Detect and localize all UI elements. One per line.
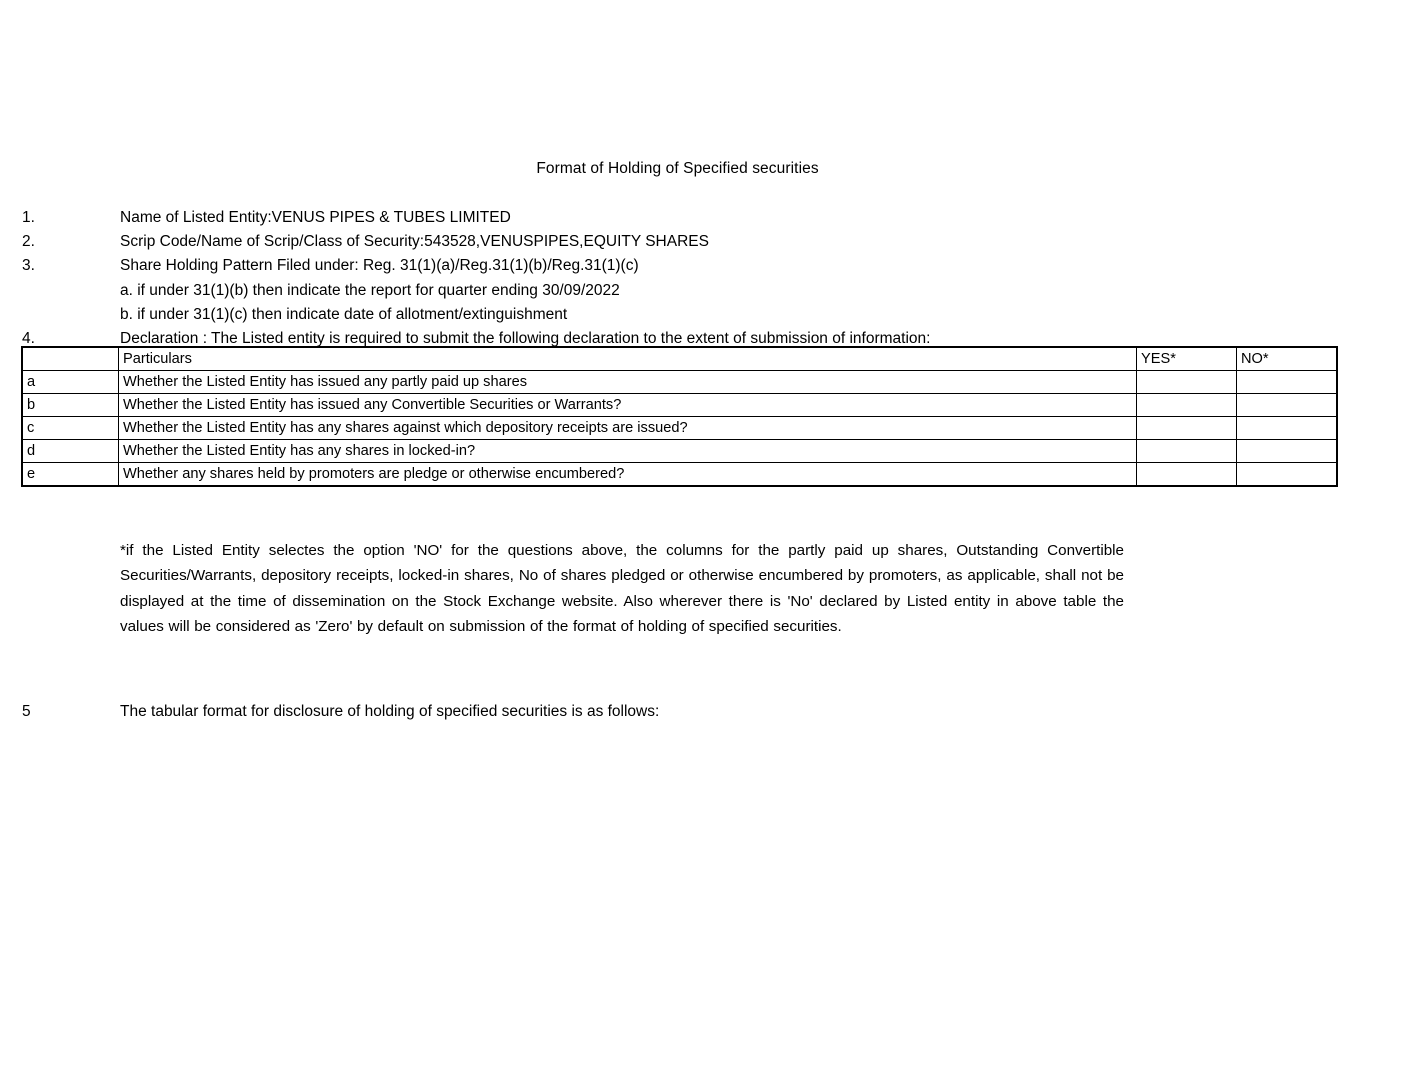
list-item-number: 3. — [22, 257, 35, 275]
list-item — [22, 206, 1342, 230]
list-item-number: 1. — [22, 209, 35, 226]
column-header-particulars: Particulars — [119, 348, 1137, 371]
row-no-cell[interactable] — [1237, 417, 1337, 440]
declaration-list — [22, 206, 1342, 351]
row-yes-cell[interactable] — [1137, 440, 1237, 463]
table-row — [23, 394, 1337, 417]
row-particulars: Whether any shares held by promoters are pledge or otherwise encumbered? — [119, 463, 1137, 486]
column-header-no: NO* — [1237, 348, 1337, 371]
row-key: e — [23, 463, 119, 486]
row-key: d — [23, 440, 119, 463]
row-no-cell[interactable] — [1237, 394, 1337, 417]
list-item-number: 4. — [22, 329, 35, 347]
table-header-row — [23, 348, 1337, 371]
table-row — [23, 463, 1337, 486]
list-item — [22, 700, 1342, 724]
table-row — [23, 371, 1337, 394]
column-header-yes: YES* — [1137, 348, 1237, 371]
list-item-text: Share Holding Pattern Filed under: Reg. 31(1)(a)/Reg.31(1)(b)/Reg.31(1)(c) — [120, 257, 639, 275]
list-item-text: a. if under 31(1)(b) then indicate the report for quarter ending 30/09/2022 — [120, 281, 620, 299]
list-item-text: Declaration : The Listed entity is required to submit the following declaration to the extent of submission of information: — [120, 329, 931, 347]
table-row — [23, 417, 1337, 440]
row-particulars: Whether the Listed Entity has any shares in locked-in? — [119, 440, 1137, 463]
list-item-number: 2. — [22, 233, 35, 251]
row-particulars: Whether the Listed Entity has issued any partly paid up shares — [119, 371, 1137, 394]
list-item-text: Scrip Code/Name of Scrip/Class of Security:543528,VENUSPIPES,EQUITY SHARES — [120, 233, 709, 251]
row-key: c — [23, 417, 119, 440]
list-item — [22, 230, 1342, 254]
list-item-sub — [22, 279, 1342, 303]
list-item — [22, 254, 1342, 278]
list-item-text: b. if under 31(1)(c) then indicate date of allotment/extinguishment — [120, 305, 568, 323]
column-header-key — [23, 348, 119, 371]
row-yes-cell[interactable] — [1137, 417, 1237, 440]
row-yes-cell[interactable] — [1137, 371, 1237, 394]
row-no-cell[interactable] — [1237, 440, 1337, 463]
list-item-number: 5 — [22, 703, 31, 720]
row-yes-cell[interactable] — [1137, 463, 1237, 486]
row-yes-cell[interactable] — [1137, 394, 1237, 417]
declaration-table — [22, 347, 1337, 486]
page-title: Format of Holding of Specified securities — [536, 160, 819, 177]
row-key: b — [23, 394, 119, 417]
row-no-cell[interactable] — [1237, 371, 1337, 394]
table-row — [23, 440, 1337, 463]
list-item-text: Name of Listed Entity:VENUS PIPES & TUBES LIMITED — [120, 209, 511, 226]
row-key: a — [23, 371, 119, 394]
row-no-cell[interactable] — [1237, 463, 1337, 486]
footnote-paragraph: *if the Listed Entity selectes the option 'NO' for the questions above, the columns for the partly paid up shares, Outstanding Convertible Securities/Warrants, depository receipts, locked-in shares, No of shares pledged or otherwise encumbered by promoters, as applicable, shall not be displayed at the time of dissemination on the Stock Exchange website. Also wherever there is 'No' declared by Listed entity in above table the values will be considered as 'Zero' by default on submission of the format of holding of specified securities. — [120, 542, 1124, 636]
list-item-text: The tabular format for disclosure of holding of specified securities is as follows: — [120, 703, 660, 720]
row-particulars: Whether the Listed Entity has any shares against which depository receipts are issued? — [119, 417, 1137, 440]
list-item-sub — [22, 303, 1342, 327]
row-particulars: Whether the Listed Entity has issued any Convertible Securities or Warrants? — [119, 394, 1137, 417]
